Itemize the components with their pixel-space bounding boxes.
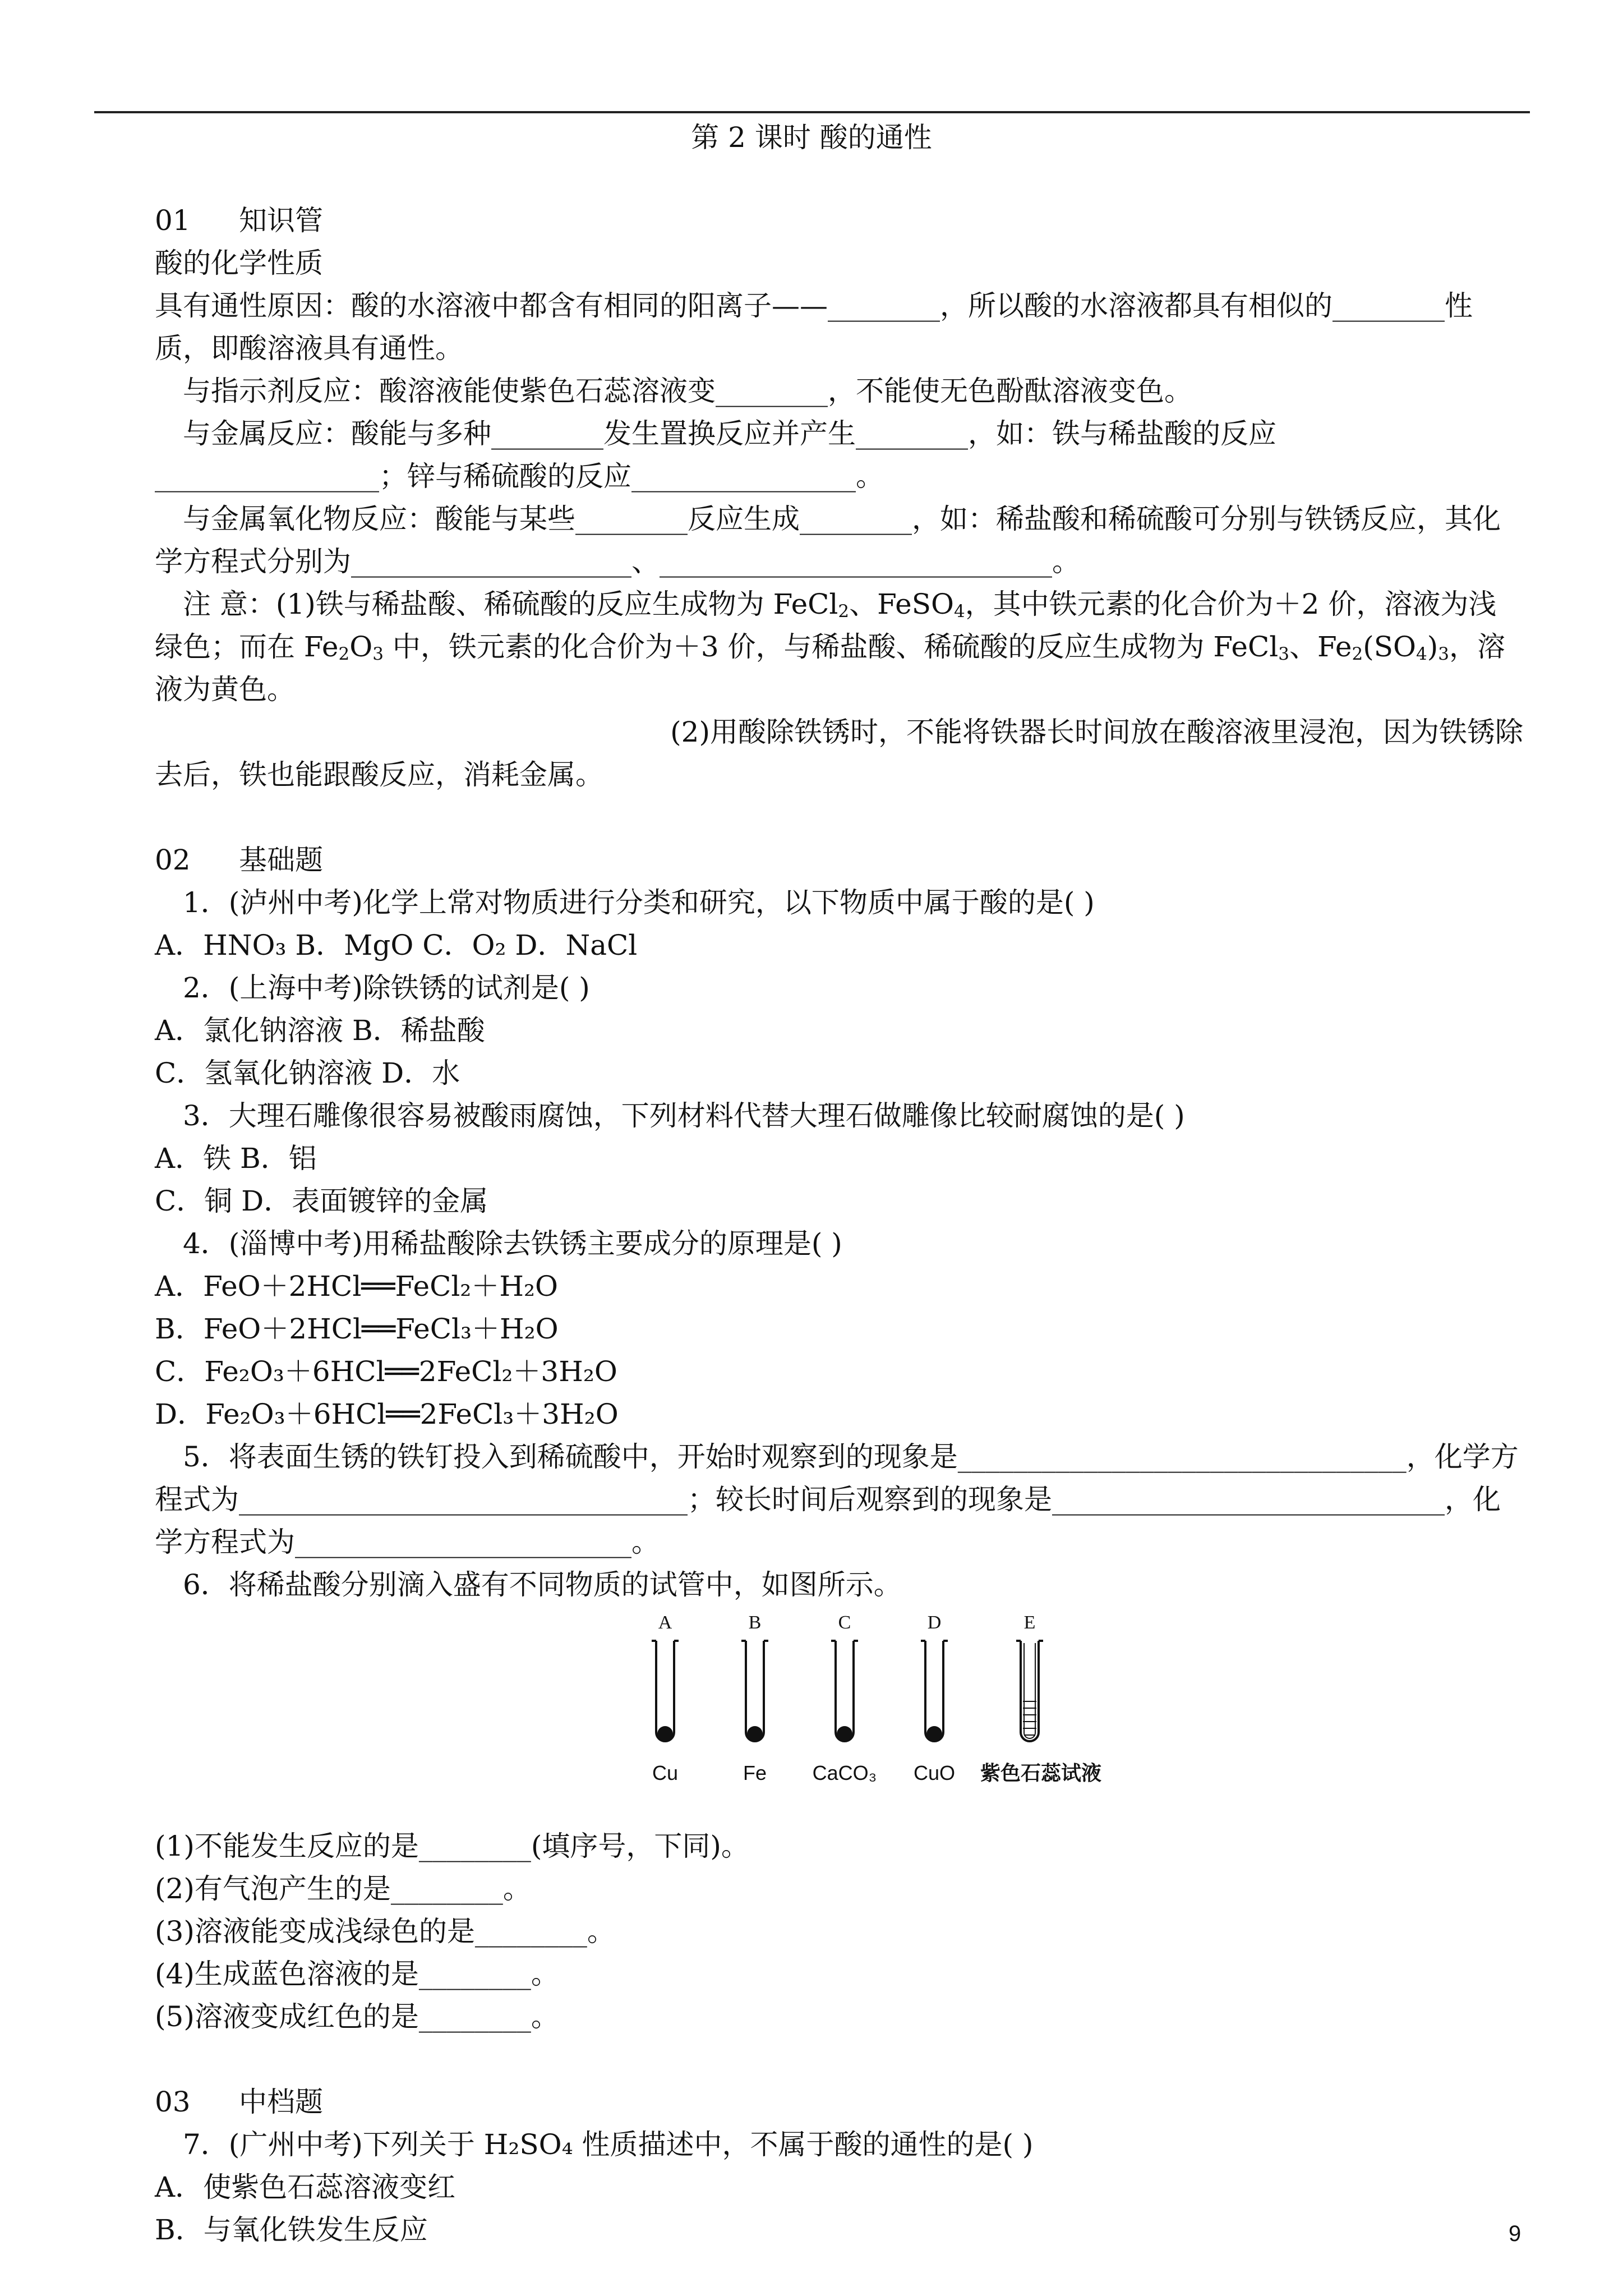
section-heading-knowledge	[155, 199, 1523, 242]
question-options: C．氢氧化钠溶液 D．水	[155, 1057, 460, 1089]
section-title: 基础题	[239, 844, 323, 876]
test-tube-figure	[155, 1606, 1523, 1825]
topic-heading: 酸的化学性质	[155, 247, 323, 279]
tube-letter-d: D	[927, 1612, 942, 1633]
note-paragraph: 去后，铁也能跟酸反应，消耗金属。	[155, 758, 603, 791]
question-6-part: (5)溶液变成红色的是________。	[155, 2000, 559, 2033]
question-options: C．铜 D．表面镀锌的金属	[155, 1185, 488, 1217]
question-7: 7．(广州中考)下列关于 H₂SO₄ 性质描述中，不属于酸的通性的是( )	[183, 2128, 1034, 2161]
sample-caco3	[837, 1726, 852, 1742]
sample-cuo	[926, 1726, 942, 1742]
question-6-part: (2)有气泡产生的是________。	[155, 1872, 531, 1905]
question-3: 3．大理石雕像很容易被酸雨腐蚀，下列材料代替大理石做雕像比较耐腐蚀的是( )	[183, 1099, 1185, 1132]
test-tube-e	[1021, 1641, 1039, 1741]
tube-letter-c: C	[838, 1612, 851, 1633]
page-number: 9	[1509, 2221, 1521, 2246]
question-option: A．使紫色石蕊溶液变红	[155, 2171, 456, 2203]
section-number: 02	[155, 844, 191, 876]
question-6: 6．将稀盐酸分别滴入盛有不同物质的试管中，如图所示。	[183, 1568, 902, 1601]
sample-fe	[747, 1726, 763, 1742]
paragraph: 与金属氧化物反应：酸能与某些________反应生成________，如：稀盐酸和稀硫酸可分别与铁锈反应，其化学方程式分别为____________________、____________________________。	[155, 503, 1501, 578]
section-heading-intermediate	[155, 2081, 1523, 2123]
tube-label-litmus: 紫色石蕊试液	[980, 1761, 1102, 1784]
question-5: 5．将表面生锈的铁钉投入到稀硫酸中，开始时观察到的现象是________________________________，化学方程式为________________________________；较长时间后观察到的现象是____________________________，化学方程式为________________________。	[155, 1441, 1519, 1558]
section-heading-basic	[155, 839, 1523, 881]
tube-letter-e: E	[1023, 1612, 1036, 1633]
paragraph: 具有通性原因：酸的水溶液中都含有相同的阳离子——________，所以酸的水溶液都具有相似的________性质，即酸溶液具有通性。	[155, 289, 1473, 365]
question-options: A．HNO₃ B．MgO C．O₂ D．NaCl	[155, 929, 638, 961]
question-6-part: (4)生成蓝色溶液的是________。	[155, 1958, 559, 1990]
tube-label-cuo: CuO	[913, 1761, 956, 1784]
section-title: 中档题	[239, 2086, 323, 2118]
question-6-part: (3)溶液能变成浅绿色的是________。	[155, 1915, 615, 1948]
test-tubes	[598, 1606, 1159, 1825]
note-paragraph: 注 意：(1)铁与稀盐酸、稀硫酸的反应生成物为 FeCl$_2$、FeSO$_4$，其中铁元素的化合价为＋2 价，溶液为浅绿色；而在 $Fe_2O_3$ 中，铁元素的化合价为＋3 价，与稀盐酸、稀硫酸的反应生成物为 FeCl$_3$、$Fe_2(SO_4)_3$，溶液为黄色。	[155, 588, 1505, 706]
question-options: A．氯化钠溶液 B．稀盐酸	[155, 1014, 485, 1047]
question-4: 4．(淄博中考)用稀盐酸除去铁锈主要成分的原理是( )	[183, 1227, 842, 1260]
question-1: 1．(泸州中考)化学上常对物质进行分类和研究，以下物质中属于酸的是( )	[183, 886, 1095, 919]
question-option: D．Fe₂O₃＋6HCl══2FeCl₃＋3H₂O	[155, 1398, 619, 1430]
tube-label-caco3: CaCO₃	[812, 1761, 877, 1784]
note-paragraph: (2)用酸除铁锈时，不能将铁器长时间放在酸溶液里浸泡，因为铁锈除	[670, 716, 1523, 748]
question-option: A．FeO＋2HCl══FeCl₂＋H₂O	[155, 1270, 558, 1303]
section-title: 知识管	[239, 204, 323, 237]
question-6-part: (1)不能发生反应的是________(填序号，下同)。	[155, 1830, 749, 1862]
page-title: 第 2 课时 酸的通性	[691, 121, 932, 154]
paragraph: 与指示剂反应：酸溶液能使紫色石蕊溶液变________，不能使无色酚酞溶液变色。	[183, 375, 1192, 407]
header-rule	[94, 111, 1530, 113]
sample-cu	[657, 1726, 673, 1742]
question-option: B．与氧化铁发生反应	[155, 2214, 428, 2246]
section-number: 01	[155, 204, 191, 237]
question-options: A．铁 B．铝	[155, 1142, 317, 1175]
section-number: 03	[155, 2086, 191, 2118]
tube-letter-a: A	[658, 1612, 672, 1633]
paragraph: 与金属反应：酸能与多种________发生置换反应并产生________，如：铁与稀盐酸的反应________________；锌与稀硫酸的反应________________。	[155, 417, 1276, 493]
question-option: C．Fe₂O₃＋6HCl══2FeCl₂＋3H₂O	[155, 1355, 617, 1388]
tube-label-cu: Cu	[652, 1761, 679, 1784]
document-body	[155, 199, 1523, 2251]
question-2: 2．(上海中考)除铁锈的试剂是( )	[183, 972, 590, 1004]
question-option: B．FeO＋2HCl══FeCl₃＋H₂O	[155, 1313, 559, 1345]
tube-letter-b: B	[748, 1612, 762, 1633]
tube-label-fe: Fe	[743, 1761, 767, 1784]
